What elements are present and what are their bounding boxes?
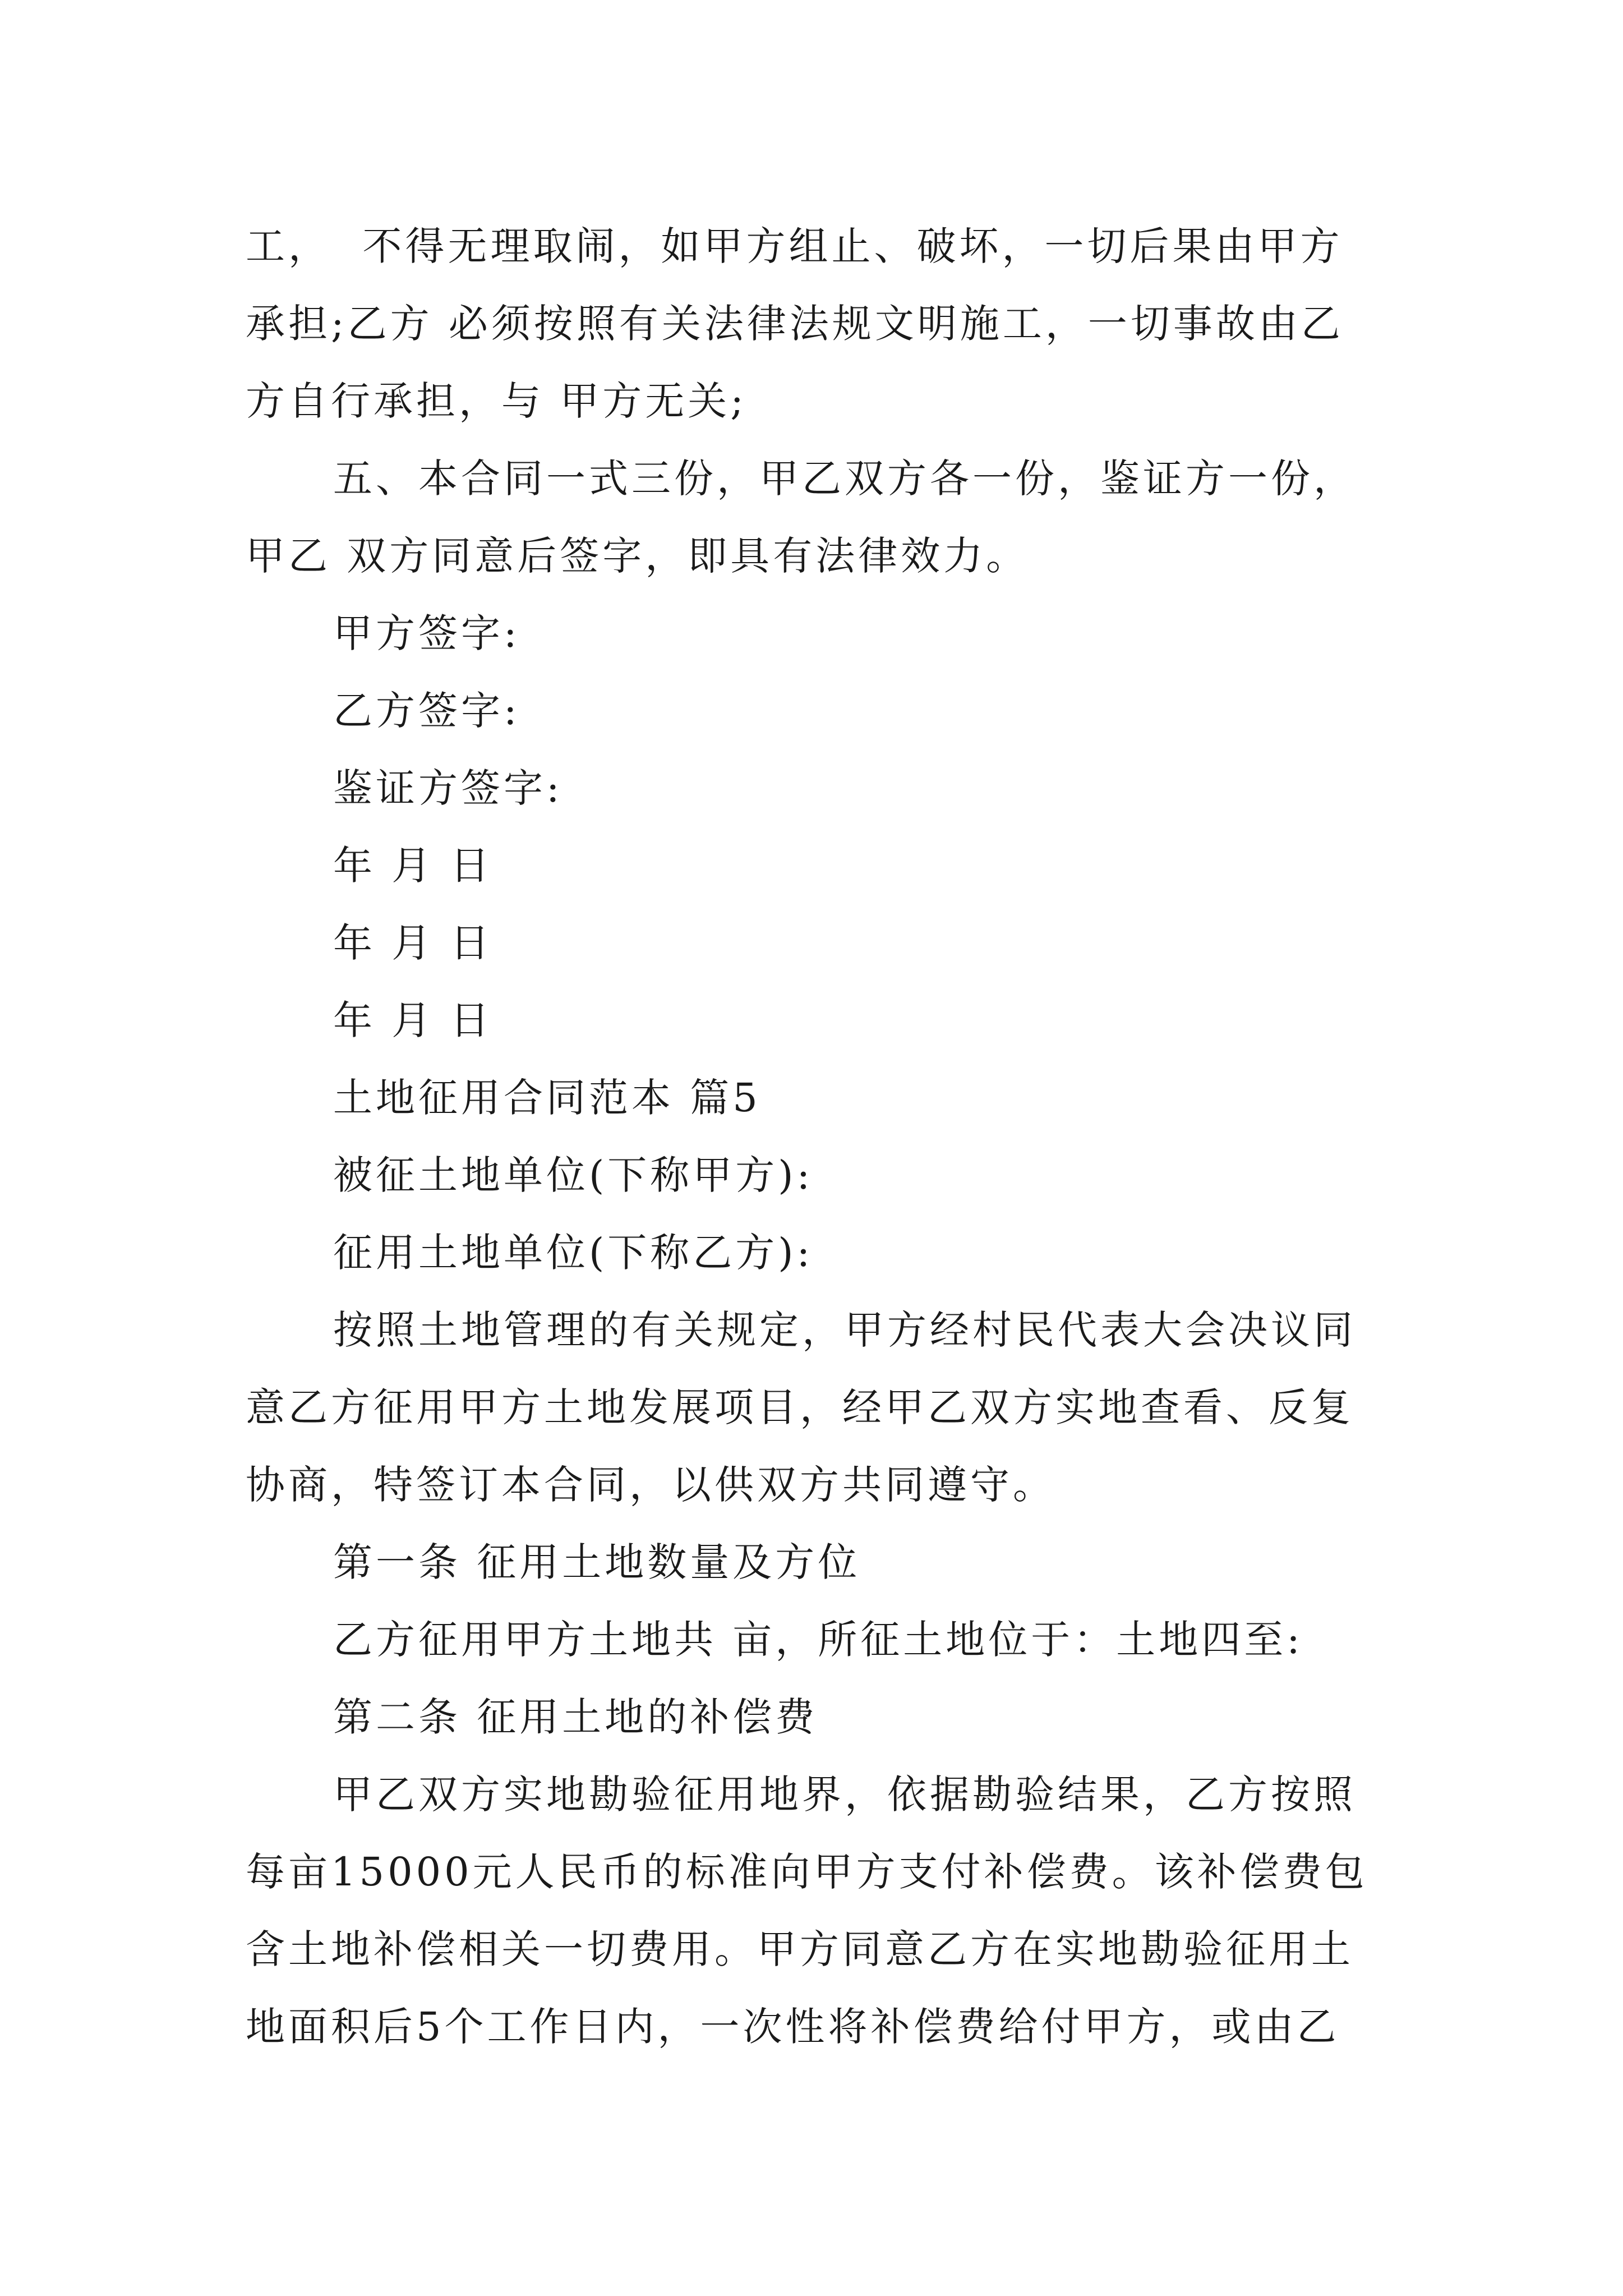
- text-line: 征用土地单位(下称乙方):: [333, 1230, 814, 1276]
- text-line: 年 月 日: [333, 997, 493, 1043]
- text-line: 按照土地管理的有关规定，甲方经村民代表大会决议同: [333, 1307, 1356, 1353]
- text-line: 方自行承担，与 甲方无关;: [246, 378, 747, 424]
- text-line: 被征土地单位(下称甲方):: [333, 1152, 814, 1198]
- text-line: 第一条 征用土地数量及方位: [333, 1539, 861, 1585]
- text-line: 地面积后5个工作日内，一次性将补偿费给付甲方，或由乙: [246, 2004, 1340, 2050]
- text-line: 年 月 日: [333, 843, 493, 889]
- text-line: 鉴证方签字:: [333, 765, 563, 811]
- text-line: 每亩15000元人民币的标准向甲方支付补偿费。该补偿费包: [246, 1849, 1368, 1895]
- document-body: [246, 208, 1390, 2065]
- text-line: 土地征用合同范本 篇5: [333, 1075, 761, 1121]
- text-line: 协商，特签订本合同，以供双方共同遵守。: [246, 1462, 1055, 1508]
- text-line: 甲乙双方实地勘验征用地界，依据勘验结果，乙方按照: [333, 1772, 1356, 1818]
- text-line: 工， 不得无理取闹，如甲方组止、破坏，一切后果由甲方: [246, 223, 1343, 269]
- text-line: 年 月 日: [333, 920, 493, 966]
- text-line: 乙方签字:: [333, 688, 520, 734]
- text-line: 乙方征用甲方土地共 亩，所征土地位于：土地四至:: [333, 1617, 1303, 1663]
- text-line: 甲乙 双方同意后签字，即具有法律效力。: [246, 533, 1029, 579]
- text-line: 承担;乙方 必须按照有关法律法规文明施工，一切事故由乙: [246, 301, 1344, 347]
- text-line: 第二条 征用土地的补偿费: [333, 1694, 818, 1740]
- text-line: 甲方签字:: [333, 610, 520, 656]
- text-line: 意乙方征用甲方土地发展项目，经甲乙双方实地查看、反复: [246, 1384, 1354, 1430]
- text-line: 含土地补偿相关一切费用。甲方同意乙方在实地勘验征用土: [246, 1926, 1354, 1972]
- text-line: 五、本合同一式三份，甲乙双方各一份，鉴证方一份，: [333, 455, 1356, 501]
